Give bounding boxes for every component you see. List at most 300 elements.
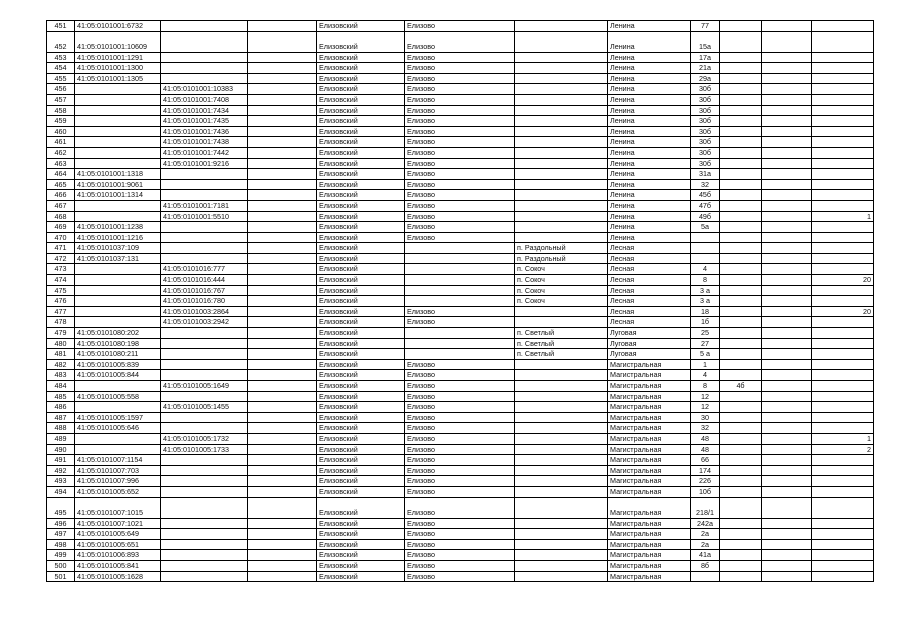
cadastral-number-cell [75, 433, 161, 444]
settlement-cell [515, 169, 608, 180]
row-number-cell: 462 [47, 147, 75, 158]
street-cell: Луговая [608, 328, 691, 339]
street-cell: Лесная [608, 275, 691, 286]
building-number-cell [720, 571, 762, 582]
apartment-cell [812, 169, 874, 180]
row-number-cell: 461 [47, 137, 75, 148]
city-cell: Елизово [405, 497, 515, 518]
table-row [47, 529, 874, 540]
settlement-cell [515, 317, 608, 328]
empty-cell [248, 169, 317, 180]
row-number-cell: 478 [47, 317, 75, 328]
cadastral-number-cell: 41:05:0101005:558 [75, 391, 161, 402]
cadastral-number-cell [75, 84, 161, 95]
apartment-cell [812, 423, 874, 434]
row-number-cell: 470 [47, 232, 75, 243]
district-cell: Елизовский [317, 550, 405, 561]
district-cell: Елизовский [317, 169, 405, 180]
house-number-cell: 30 [691, 412, 720, 423]
apartment-cell [812, 94, 874, 105]
district-cell: Елизовский [317, 402, 405, 413]
table-row [47, 73, 874, 84]
row-number-cell: 485 [47, 391, 75, 402]
street-cell: Магистральная [608, 476, 691, 487]
building-number-cell [720, 253, 762, 264]
district-cell: Елизовский [317, 338, 405, 349]
cadastral-number-alt-cell [161, 21, 248, 32]
cadastral-number-alt-cell: 41:05:0101001:7442 [161, 147, 248, 158]
house-number-cell: 2а [691, 539, 720, 550]
building-number-cell [720, 317, 762, 328]
apartment-cell [812, 179, 874, 190]
street-cell: Ленина [608, 190, 691, 201]
apartment-cell: 20 [812, 275, 874, 286]
district-cell: Елизовский [317, 571, 405, 582]
empty-cell [248, 190, 317, 201]
city-cell: Елизово [405, 179, 515, 190]
settlement-cell [515, 402, 608, 413]
city-cell: Елизово [405, 423, 515, 434]
extra-cell [762, 169, 812, 180]
apartment-cell [812, 465, 874, 476]
house-number-cell: 5 а [691, 349, 720, 360]
house-number-cell: 30б [691, 126, 720, 137]
settlement-cell: п. Сокоч [515, 296, 608, 307]
cadastral-number-cell [75, 137, 161, 148]
street-cell: Лесная [608, 285, 691, 296]
cadastral-number-cell: 41:05:0101005:646 [75, 423, 161, 434]
house-number-cell: 48 [691, 433, 720, 444]
city-cell: Елизово [405, 539, 515, 550]
table-row [47, 264, 874, 275]
district-cell: Елизовский [317, 190, 405, 201]
street-cell: Лесная [608, 317, 691, 328]
apartment-cell [812, 21, 874, 32]
house-number-cell: 8 [691, 381, 720, 392]
settlement-cell [515, 63, 608, 74]
building-number-cell [720, 560, 762, 571]
table-row [47, 349, 874, 360]
extra-cell [762, 147, 812, 158]
empty-cell [248, 73, 317, 84]
row-number-cell: 495 [47, 497, 75, 518]
cadastral-number-cell [75, 147, 161, 158]
city-cell: Елизово [405, 550, 515, 561]
cadastral-number-cell: 41:05:0101005:652 [75, 486, 161, 497]
table-row [47, 190, 874, 201]
settlement-cell [515, 560, 608, 571]
apartment-cell [812, 84, 874, 95]
table-row [47, 253, 874, 264]
street-cell: Ленина [608, 126, 691, 137]
cadastral-number-cell: 41:05:0101005:1597 [75, 412, 161, 423]
empty-cell [248, 200, 317, 211]
cadastral-number-alt-cell: 41:05:0101001:5510 [161, 211, 248, 222]
street-cell: Луговая [608, 349, 691, 360]
cadastral-number-alt-cell [161, 455, 248, 466]
building-number-cell [720, 126, 762, 137]
apartment-cell [812, 222, 874, 233]
settlement-cell [515, 497, 608, 518]
empty-cell [248, 179, 317, 190]
empty-cell [248, 105, 317, 116]
cadastral-number-cell: 41:05:0101007:996 [75, 476, 161, 487]
district-cell: Елизовский [317, 465, 405, 476]
district-cell: Елизовский [317, 349, 405, 360]
street-cell: Ленина [608, 158, 691, 169]
district-cell: Елизовский [317, 476, 405, 487]
district-cell: Елизовский [317, 370, 405, 381]
building-number-cell [720, 486, 762, 497]
cadastral-number-cell: 41:05:0101005:649 [75, 529, 161, 540]
district-cell: Елизовский [317, 381, 405, 392]
row-number-cell: 459 [47, 116, 75, 127]
empty-cell [248, 539, 317, 550]
row-number-cell: 486 [47, 402, 75, 413]
table-row [47, 105, 874, 116]
street-cell: Ленина [608, 52, 691, 63]
apartment-cell [812, 571, 874, 582]
cadastral-number-cell: 41:05:0101001:1216 [75, 232, 161, 243]
row-number-cell: 490 [47, 444, 75, 455]
table-row [47, 370, 874, 381]
city-cell: Елизово [405, 412, 515, 423]
district-cell: Елизовский [317, 317, 405, 328]
settlement-cell [515, 179, 608, 190]
settlement-cell [515, 158, 608, 169]
settlement-cell [515, 200, 608, 211]
district-cell: Елизовский [317, 179, 405, 190]
building-number-cell [720, 328, 762, 339]
empty-cell [248, 84, 317, 95]
house-number-cell: 2а [691, 529, 720, 540]
street-cell: Ленина [608, 63, 691, 74]
extra-cell [762, 52, 812, 63]
cadastral-number-cell: 41:05:0101005:1628 [75, 571, 161, 582]
street-cell: Лесная [608, 296, 691, 307]
house-number-cell: 47б [691, 200, 720, 211]
city-cell: Елизово [405, 444, 515, 455]
table-row [47, 571, 874, 582]
street-cell: Ленина [608, 200, 691, 211]
table-row [47, 243, 874, 254]
table-row [47, 328, 874, 339]
city-cell: Елизово [405, 571, 515, 582]
house-number-cell: 12 [691, 391, 720, 402]
building-number-cell [720, 73, 762, 84]
street-cell: Магистральная [608, 571, 691, 582]
settlement-cell [515, 211, 608, 222]
cadastral-number-cell [75, 200, 161, 211]
table-row [47, 497, 874, 518]
apartment-cell [812, 232, 874, 243]
settlement-cell [515, 423, 608, 434]
cadastral-number-alt-cell [161, 52, 248, 63]
cadastral-number-cell: 41:05:0101001:1300 [75, 63, 161, 74]
extra-cell [762, 381, 812, 392]
row-number-cell: 455 [47, 73, 75, 84]
empty-cell [248, 211, 317, 222]
street-cell: Лесная [608, 306, 691, 317]
city-cell: Елизово [405, 402, 515, 413]
cadastral-number-cell: 41:05:0101006:893 [75, 550, 161, 561]
street-cell: Магистральная [608, 486, 691, 497]
cadastral-number-alt-cell [161, 539, 248, 550]
empty-cell [248, 94, 317, 105]
table-row [47, 444, 874, 455]
row-number-cell: 457 [47, 94, 75, 105]
street-cell: Ленина [608, 137, 691, 148]
row-number-cell: 479 [47, 328, 75, 339]
house-number-cell: 3 а [691, 296, 720, 307]
district-cell: Елизовский [317, 285, 405, 296]
cadastral-number-alt-cell: 41:05:0101001:10383 [161, 84, 248, 95]
city-cell: Елизово [405, 222, 515, 233]
cadastral-number-cell: 41:05:0101005:839 [75, 359, 161, 370]
district-cell: Елизовский [317, 147, 405, 158]
table-row [47, 486, 874, 497]
city-cell: Елизово [405, 94, 515, 105]
city-cell: Елизово [405, 126, 515, 137]
city-cell: Елизово [405, 21, 515, 32]
house-number-cell: 1 [691, 359, 720, 370]
apartment-cell [812, 476, 874, 487]
cadastral-number-alt-cell: 41:05:0101005:1733 [161, 444, 248, 455]
table-row [47, 211, 874, 222]
street-cell: Магистральная [608, 560, 691, 571]
empty-cell [248, 359, 317, 370]
cadastral-number-cell [75, 211, 161, 222]
extra-cell [762, 529, 812, 540]
building-number-cell [720, 497, 762, 518]
cadastral-number-alt-cell [161, 328, 248, 339]
apartment-cell [812, 550, 874, 561]
building-number-cell [720, 359, 762, 370]
house-number-cell: 226 [691, 476, 720, 487]
settlement-cell [515, 444, 608, 455]
settlement-cell [515, 306, 608, 317]
house-number-cell: 29а [691, 73, 720, 84]
district-cell: Елизовский [317, 94, 405, 105]
house-number-cell: 49б [691, 211, 720, 222]
cadastral-number-alt-cell [161, 412, 248, 423]
extra-cell [762, 455, 812, 466]
cadastral-number-alt-cell: 41:05:0101016:777 [161, 264, 248, 275]
extra-cell [762, 232, 812, 243]
building-number-cell [720, 147, 762, 158]
cadastral-number-alt-cell [161, 465, 248, 476]
extra-cell [762, 243, 812, 254]
district-cell: Елизовский [317, 253, 405, 264]
extra-cell [762, 275, 812, 286]
building-number-cell [720, 550, 762, 561]
empty-cell [248, 285, 317, 296]
settlement-cell [515, 381, 608, 392]
cadastral-number-alt-cell [161, 253, 248, 264]
apartment-cell [812, 63, 874, 74]
apartment-cell [812, 328, 874, 339]
row-number-cell: 480 [47, 338, 75, 349]
extra-cell [762, 359, 812, 370]
settlement-cell: п. Светлый [515, 349, 608, 360]
extra-cell [762, 306, 812, 317]
row-number-cell: 475 [47, 285, 75, 296]
cadastral-number-alt-cell [161, 370, 248, 381]
city-cell: Елизово [405, 518, 515, 529]
street-cell: Магистральная [608, 391, 691, 402]
house-number-cell: 10б [691, 486, 720, 497]
cadastral-number-cell: 41:05:0101001:6732 [75, 21, 161, 32]
cadastral-number-alt-cell [161, 359, 248, 370]
extra-cell [762, 211, 812, 222]
table-row [47, 359, 874, 370]
district-cell: Елизовский [317, 116, 405, 127]
settlement-cell [515, 518, 608, 529]
apartment-cell [812, 52, 874, 63]
empty-cell [248, 116, 317, 127]
house-number-cell: 12 [691, 402, 720, 413]
extra-cell [762, 412, 812, 423]
row-number-cell: 493 [47, 476, 75, 487]
row-number-cell: 452 [47, 31, 75, 52]
empty-cell [248, 306, 317, 317]
city-cell: Елизово [405, 137, 515, 148]
cadastral-number-alt-cell [161, 243, 248, 254]
street-cell: Ленина [608, 94, 691, 105]
cadastral-number-cell [75, 116, 161, 127]
district-cell: Елизовский [317, 433, 405, 444]
extra-cell [762, 63, 812, 74]
row-number-cell: 473 [47, 264, 75, 275]
cadastral-number-alt-cell [161, 529, 248, 540]
settlement-cell [515, 391, 608, 402]
settlement-cell [515, 31, 608, 52]
row-number-cell: 489 [47, 433, 75, 444]
cadastral-number-alt-cell [161, 349, 248, 360]
cadastral-number-alt-cell [161, 550, 248, 561]
cadastral-number-alt-cell [161, 571, 248, 582]
building-number-cell [720, 190, 762, 201]
house-number-cell: 25 [691, 328, 720, 339]
building-number-cell [720, 285, 762, 296]
apartment-cell [812, 370, 874, 381]
row-number-cell: 488 [47, 423, 75, 434]
apartment-cell: 1 [812, 211, 874, 222]
cadastral-number-alt-cell [161, 518, 248, 529]
table-row [47, 317, 874, 328]
street-cell: Ленина [608, 222, 691, 233]
street-cell: Магистральная [608, 529, 691, 540]
cadastral-number-alt-cell: 41:05:0101016:444 [161, 275, 248, 286]
table-body [47, 21, 874, 582]
extra-cell [762, 476, 812, 487]
city-cell: Елизово [405, 73, 515, 84]
cadastral-number-cell: 41:05:0101080:211 [75, 349, 161, 360]
district-cell: Елизовский [317, 105, 405, 116]
city-cell: Елизово [405, 84, 515, 95]
house-number-cell: 30б [691, 84, 720, 95]
city-cell [405, 243, 515, 254]
cadastral-number-cell: 41:05:0101001:10609 [75, 31, 161, 52]
settlement-cell: п. Сокоч [515, 275, 608, 286]
city-cell: Елизово [405, 211, 515, 222]
row-number-cell: 483 [47, 370, 75, 381]
cadastral-number-cell: 41:05:0101005:651 [75, 539, 161, 550]
house-number-cell: 18 [691, 306, 720, 317]
street-cell: Лесная [608, 264, 691, 275]
district-cell: Елизовский [317, 423, 405, 434]
street-cell: Лесная [608, 253, 691, 264]
district-cell: Елизовский [317, 412, 405, 423]
street-cell: Ленина [608, 31, 691, 52]
extra-cell [762, 190, 812, 201]
street-cell: Ленина [608, 232, 691, 243]
street-cell: Магистральная [608, 518, 691, 529]
building-number-cell [720, 200, 762, 211]
row-number-cell: 484 [47, 381, 75, 392]
apartment-cell [812, 31, 874, 52]
apartment-cell [812, 137, 874, 148]
apartment-cell [812, 539, 874, 550]
city-cell [405, 296, 515, 307]
cadastral-number-alt-cell: 41:05:0101001:7435 [161, 116, 248, 127]
building-number-cell [720, 179, 762, 190]
district-cell: Елизовский [317, 211, 405, 222]
table-row [47, 94, 874, 105]
table-row [47, 21, 874, 32]
extra-cell [762, 370, 812, 381]
apartment-cell [812, 349, 874, 360]
extra-cell [762, 137, 812, 148]
district-cell: Елизовский [317, 126, 405, 137]
district-cell: Елизовский [317, 560, 405, 571]
district-cell: Елизовский [317, 328, 405, 339]
cadastral-number-alt-cell [161, 560, 248, 571]
table-row [47, 550, 874, 561]
table-row [47, 402, 874, 413]
settlement-cell: п. Раздольный [515, 243, 608, 254]
extra-cell [762, 317, 812, 328]
empty-cell [248, 486, 317, 497]
table-row [47, 147, 874, 158]
cadastral-number-cell [75, 275, 161, 286]
row-number-cell: 467 [47, 200, 75, 211]
empty-cell [248, 444, 317, 455]
building-number-cell [720, 370, 762, 381]
extra-cell [762, 391, 812, 402]
district-cell: Елизовский [317, 232, 405, 243]
house-number-cell: 21а [691, 63, 720, 74]
house-number-cell: 41а [691, 550, 720, 561]
apartment-cell [812, 243, 874, 254]
building-number-cell [720, 423, 762, 434]
settlement-cell [515, 222, 608, 233]
building-number-cell [720, 402, 762, 413]
settlement-cell [515, 73, 608, 84]
cadastral-number-cell: 41:05:0101001:1305 [75, 73, 161, 84]
district-cell: Елизовский [317, 200, 405, 211]
settlement-cell [515, 476, 608, 487]
settlement-cell [515, 232, 608, 243]
street-cell: Магистральная [608, 402, 691, 413]
table-row [47, 285, 874, 296]
cadastral-number-cell: 41:05:0101037:131 [75, 253, 161, 264]
apartment-cell: 2 [812, 444, 874, 455]
building-number-cell [720, 338, 762, 349]
empty-cell [248, 338, 317, 349]
city-cell: Елизово [405, 190, 515, 201]
extra-cell [762, 328, 812, 339]
